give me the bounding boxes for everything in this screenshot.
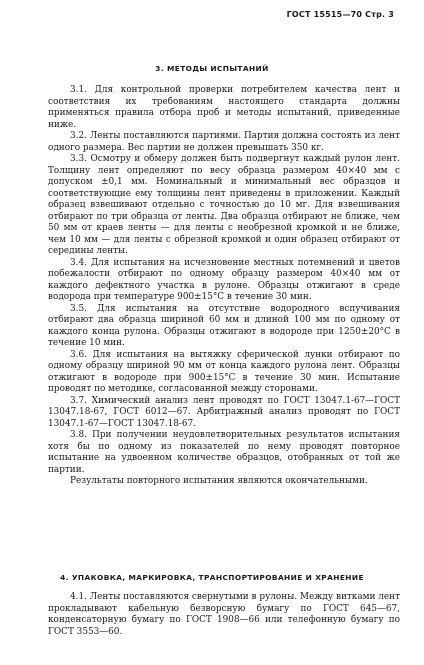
paragraph-3-8: 3.8. При получении неудовлетворительных результатов испытания хотя бы по одному из показателей по нему проводят повторное испытание на удвоенном количестве образцов, отобранных от той же партии.	[48, 430, 400, 475]
paragraph-3-2: 3.2. Ленты поставляются партиями. Партия должна состоять из лент одного размера. Вес партии не должен превышать 350 кг.	[48, 131, 400, 153]
paragraph-3-1: 3.1. Для контрольной проверки потребителем качества лент и соответствия их требованиям настоящего стандарта должны применяться правила отбора проб и методы испытаний, приведенные ниже.	[48, 85, 400, 130]
paragraph-final-results: Результаты повторного испытания являются окончательными.	[70, 476, 368, 486]
paragraph-3-4: 3.4. Для испытания на исчезновение местных потемнений и цветов побежалости отбирают по одному образцу размером 40×40 мм от каждого дефектного участка в рулоне. Образцы отжигают в среде водорода при температуре 900±15°С в течение 30 мин.	[48, 257, 400, 302]
page-header: ГОСТ 15515—70 Стр. 3	[286, 10, 394, 19]
section-title-packaging: 4. УПАКОВКА, МАРКИРОВКА, ТРАНСПОРТИРОВАНИЕ И ХРАНЕНИЕ	[60, 573, 364, 582]
paragraph-3-6: 3.6. Для испытания на вытяжку сферической лунки отбирают по одному образцу шириной 90 мм от конца каждого рулона лент. Образцы отжигают в водороде при 900±15°С в течение 30 мин. Испытание проводят по методике, согласованной между сторонами.	[48, 349, 400, 394]
paragraph-3-5: 3.5. Для испытания на отсутствие водородного вспучивания отбирают два образца шириной 60 мм и длиной 100 мм по одному от каждого конца рулона. Образцы отжигают в водороде при 1250±20°С в течение 10 мин.	[48, 303, 400, 348]
paragraph-3-3: 3.3. Осмотру и обмеру должен быть подвергнут каждый рулон лент. Толщину лент определяют по весу образца размером 40×40 мм с допуском ±0,1 мм. Номинальный и минимальный вес образцов и соответствующие ему толщины лент приведены в приложении. Каждый образец взвешивают отдельно с точностью до 10 мг. Для взвешивания отбирают по три образца от ленты. Два образца отбирают не ближе, чем 50 мм от краев ленты — для ленты с необрезной кромкой и не ближе, чем 10 мм — для ленты с обрезной кромкой и один образец отбирают от середины ленты.	[48, 154, 400, 256]
paragraph-4-1: 4.1. Ленты поставляются свернутыми в рулоны. Между витками лент прокладывают кабельную безворсную бумагу по ГОСТ 645—67, конденсаторную бумагу по ГОСТ 1908—66 или телефонную бумагу по ГОСТ 3553—60.	[48, 592, 400, 637]
section-packaging-body	[48, 592, 400, 638]
section-methods-body	[48, 85, 400, 488]
section-title-methods: 3. МЕТОДЫ ИСПЫТАНИЙ	[155, 64, 269, 73]
paragraph-3-7: 3.7. Химический анализ лент проводят по ГОСТ 13047.1-67—ГОСТ 13047.18-67, ГОСТ 6012—67. Арбитражный анализ проводят по ГОСТ 13047.1-67—ГОСТ 13047.18-67.	[48, 395, 400, 429]
